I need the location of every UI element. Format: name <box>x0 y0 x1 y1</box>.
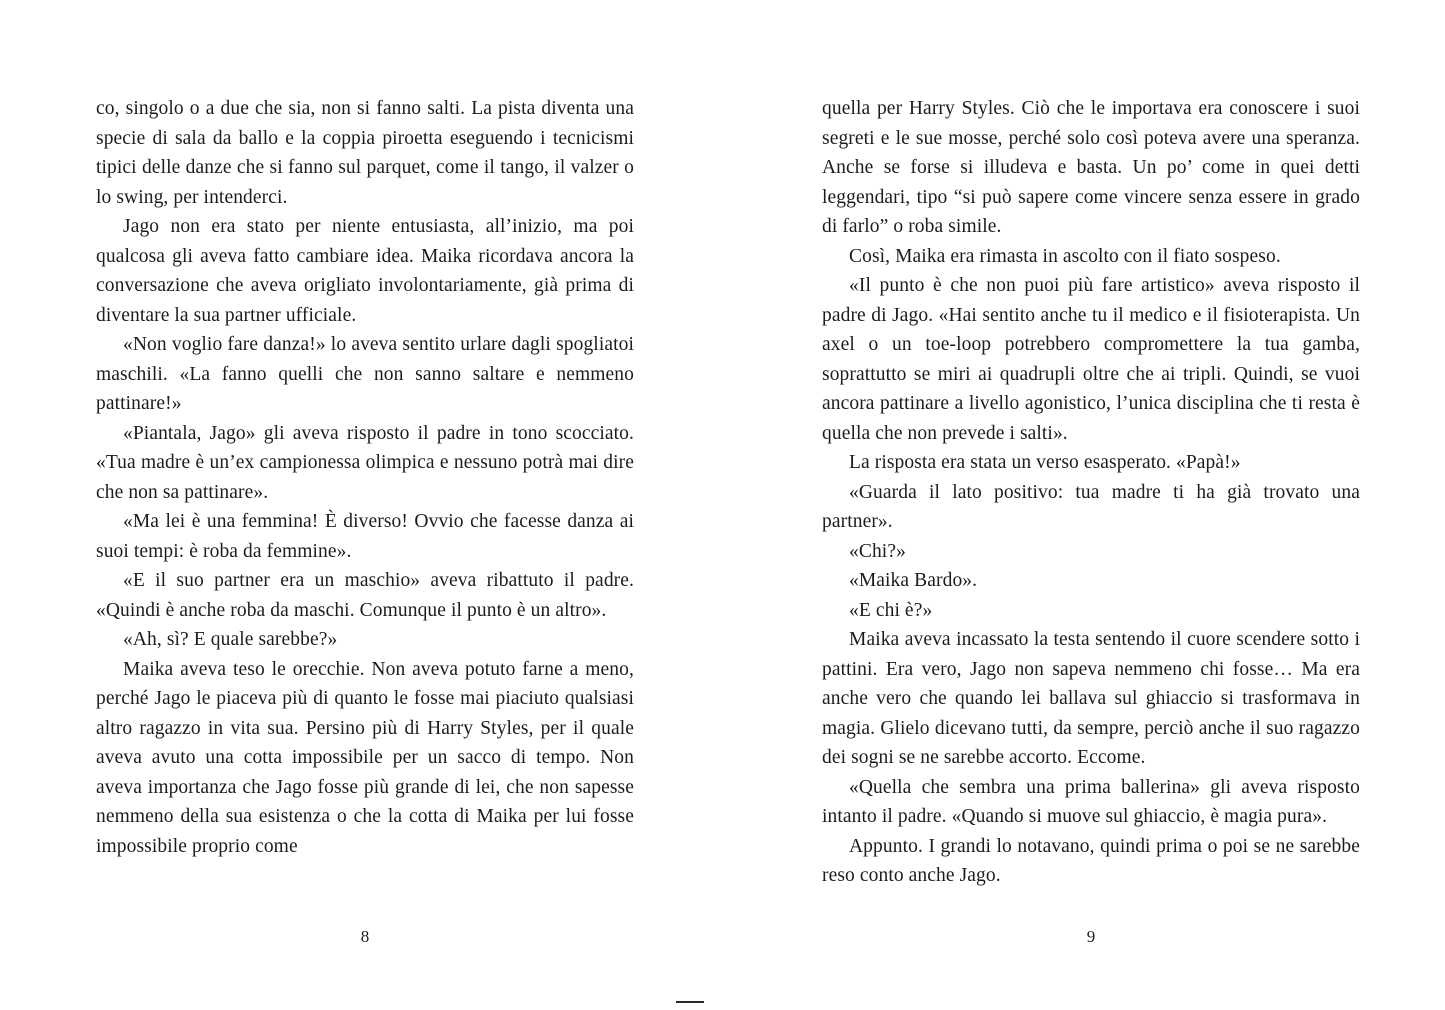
page-number: 9 <box>1086 927 1096 946</box>
paragraph: «Chi?» <box>849 540 906 562</box>
paragraph: co, singolo o a due che sia, non si fanno salti. La pista diventa una specie di sala da ballo e la coppia piroetta eseguendo i tecnicismi tipici delle danze che si fanno sul parquet, come il tango, il valzer o lo swing, per intenderci. <box>96 98 634 208</box>
paragraph: Jago non era stato per niente entusiasta, all’inizio, ma poi qualcosa gli aveva fatto cambiare idea. Maika ricordava ancora la conversazione che aveva origliato involontariamente, già prima di diventare la sua partner ufficiale. <box>96 216 634 326</box>
paragraph: «Piantala, Jago» gli aveva risposto il padre in tono scocciato. «Tua madre è un’ex campionessa olimpica e nessuno potrà mai dire che non sa pattinare». <box>96 422 634 503</box>
paragraph: «E chi è?» <box>849 599 933 621</box>
paragraph: «Ma lei è una femmina! È diverso! Ovvio che facesse danza ai suoi tempi: è roba da femmine». <box>96 511 634 562</box>
paragraph: Maika aveva teso le orecchie. Non aveva potuto farne a meno, perché Jago le piaceva più di quanto le fosse mai piaciuto qualsiasi altro ragazzo in vita sua. Persino più di Harry Styles, per il quale aveva avuto una cotta impossibile per un sacco di tempo. Non aveva importanza che Jago fosse più grande di lei, che non sapesse nemmeno della sua esistenza o che la cotta di Maika per lui fosse impossibile proprio come <box>96 658 634 857</box>
paragraph: Così, Maika era rimasta in ascolto con il fiato sospeso. <box>849 245 1281 267</box>
paragraph: «Il punto è che non puoi più fare artistico» aveva risposto il padre di Jago. «Hai sentito anche tu il medico e il fisioterapista. Un axel o un toe-loop potrebbero compromettere la tua gamba, soprattutto se miri ai quadrupli oltre che ai tripli. Quindi, se vuoi ancora pattinare a livello agonistico, l’unica disciplina che ti resta è quella che non prevede i salti». <box>822 275 1360 444</box>
paragraph: «Ah, sì? E quale sarebbe?» <box>123 629 338 650</box>
paragraph: Appunto. I grandi lo notavano, quindi prima o poi se ne sarebbe reso conto anche Jago. <box>822 835 1360 886</box>
page-number: 8 <box>360 927 370 946</box>
paragraph: «Quella che sembra una prima ballerina» gli aveva risposto intanto il padre. «Quando si muove sul ghiaccio, è magia pura». <box>822 776 1360 827</box>
page-right <box>822 94 1360 891</box>
paragraph: Maika aveva incassato la testa sentendo il cuore scendere sotto i pattini. Era vero, Jago non sapeva nemmeno chi fosse… Ma era anche vero che quando lei ballava sul ghiaccio si trasformava in magia. Glielo dicevano tutti, da sempre, perciò anche il suo ragazzo dei sogni se ne sarebbe accorto. Eccome. <box>822 629 1360 768</box>
paragraph: «Non voglio fare danza!» lo aveva sentito urlare dagli spogliatoi maschili. «La fanno quelli che non sanno saltare e nemmeno pattinare!» <box>96 334 634 414</box>
bottom-rule <box>676 1001 704 1003</box>
paragraph: «Guarda il lato positivo: tua madre ti ha già trovato una partner». <box>822 481 1360 532</box>
page-left <box>96 94 634 861</box>
paragraph: La risposta era stata un verso esasperato. «Papà!» <box>849 452 1241 473</box>
paragraph: «Maika Bardo». <box>849 570 978 591</box>
paragraph: «E il suo partner era un maschio» aveva ribattuto il padre. «Quindi è anche roba da maschi. Comunque il punto è un altro». <box>96 570 634 621</box>
paragraph: quella per Harry Styles. Ciò che le importava era conoscere i suoi segreti e le sue mosse, perché solo così poteva avere una speranza. Anche se forse si illudeva e basta. Un po’ come in quei detti leggendari, tipo “si può sapere come vincere senza essere in grado di farlo” o roba simile. <box>822 98 1360 237</box>
